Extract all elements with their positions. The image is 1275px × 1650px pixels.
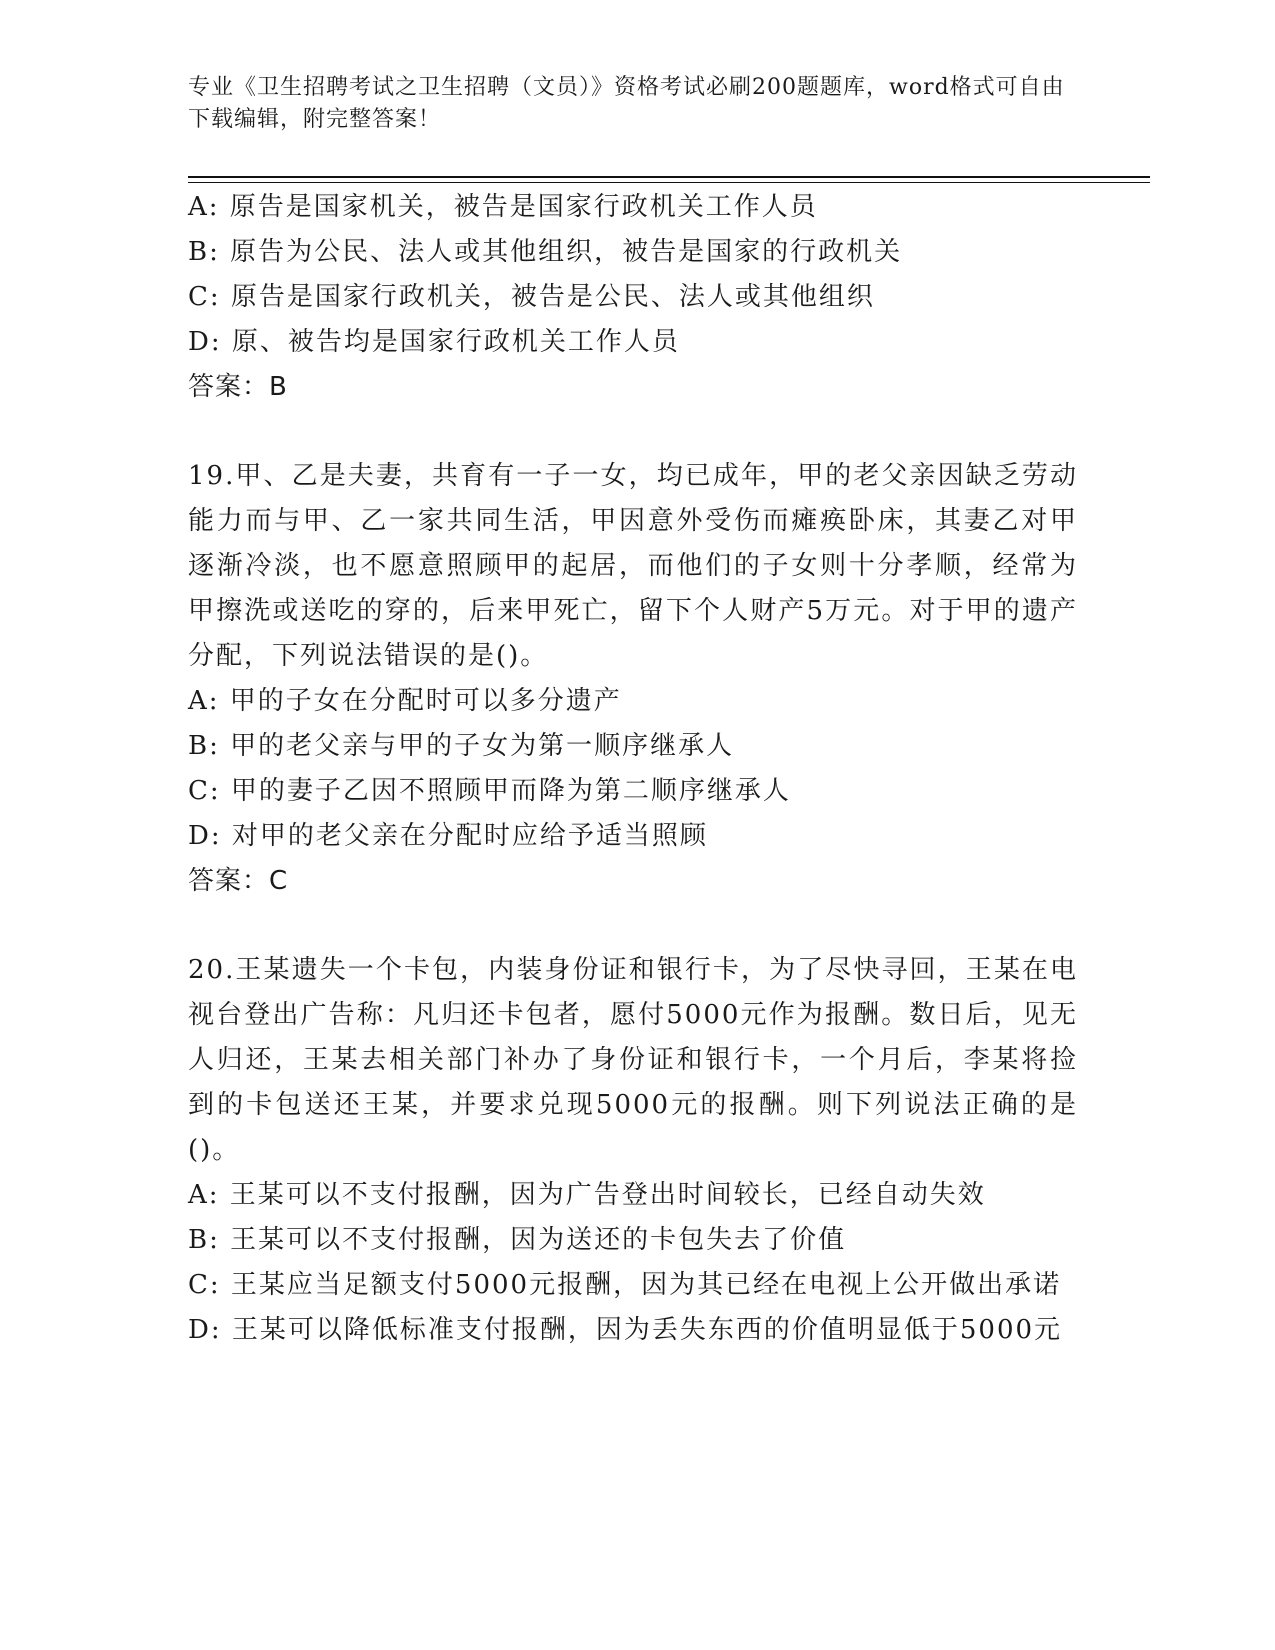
header-rule-thick [188, 176, 1150, 178]
option-a: A: 原告是国家机关，被告是国家行政机关工作人员 [188, 192, 818, 222]
option-b: B: 王某可以不支付报酬，因为送还的卡包失去了价值 [188, 1225, 847, 1255]
question-stem: 19.甲、乙是夫妻，共育有一子一女，均已成年，甲的老父亲因缺乏劳动能力而与甲、乙一家共同生活，甲因意外受伤而瘫痪卧床，其妻乙对甲逐渐冷淡，也不愿意照顾甲的起居，而他们的子女则十分孝顺，经常为甲擦洗或送吃的穿的，后来甲死亡，留下个人财产5万元。对于甲的遗产分配，下列说法错误的是()。 [188, 461, 1078, 671]
option-a: A: 甲的子女在分配时可以多分遗产 [188, 686, 622, 716]
document-header: 专业《卫生招聘考试之卫生招聘（文员）》资格考试必刷200题题库，word格式可自由下载编辑，附完整答案！ [188, 75, 1065, 132]
option-d: D: 王某可以降低标准支付报酬，因为丢失东西的价值明显低于5000元 [188, 1315, 1063, 1345]
option-c: C: 原告是国家行政机关，被告是公民、法人或其他组织 [188, 282, 875, 312]
question-content [188, 185, 1078, 1353]
question-20 [188, 948, 1078, 1353]
answer-line: 答案：B [188, 372, 288, 402]
option-b: B: 甲的老父亲与甲的子女为第一顺序继承人 [188, 731, 735, 761]
header-rule-thin [188, 182, 1150, 183]
answer-line: 答案：C [188, 866, 289, 896]
option-b: B: 原告为公民、法人或其他组织，被告是国家的行政机关 [188, 237, 903, 267]
question-18 [188, 185, 1078, 410]
option-d: D: 对甲的老父亲在分配时应给予适当照顾 [188, 821, 708, 851]
option-d: D: 原、被告均是国家行政机关工作人员 [188, 327, 680, 357]
option-a: A: 王某可以不支付报酬，因为广告登出时间较长，已经自动失效 [188, 1180, 986, 1210]
question-stem: 20.王某遗失一个卡包，内装身份证和银行卡，为了尽快寻回，王某在电视台登出广告称：凡归还卡包者，愿付5000元作为报酬。数日后，见无人归还，王某去相关部门补办了身份证和银行卡，一个月后，李某将捡到的卡包送还王某，并要求兑现5000元的报酬。则下列说法正确的是()。 [188, 955, 1078, 1165]
option-c: C: 王某应当足额支付5000元报酬，因为其已经在电视上公开做出承诺 [188, 1270, 1062, 1300]
option-c: C: 甲的妻子乙因不照顾甲而降为第二顺序继承人 [188, 776, 791, 806]
question-19 [188, 454, 1078, 904]
